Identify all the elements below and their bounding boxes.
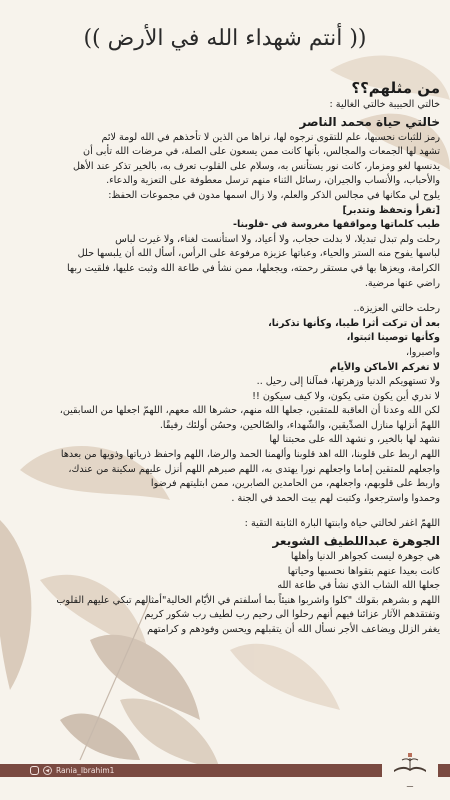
paragraph-line: يدنسها لغو ومزمار، كانت نور يستأنس به، وسلام على القلوب تعرف به، بالخير تذكر عند الأهل	[73, 160, 440, 172]
paragraph-line: واربط على قلوبهم، واجعلهم، من الحامدين الصابرين، ممن ابتليتهم فرضوا	[150, 478, 440, 490]
logo-lettering: ـــ	[406, 781, 414, 789]
paragraph-line: الكرامة، ويعزها بها في مستقر رحمته، ويجعلها، ممن نشأ في طاعة الله وثبت عليها، فلقيت ربها	[67, 262, 440, 274]
intro-line: رحلت خالتي العزيزة..	[353, 303, 440, 315]
brand-logo	[382, 752, 438, 792]
paragraph-line: لباسها يفوح منه الستر والحياء، وعباتها عزيزة مرفوعة على الرأس، أسأل الله أن يلبسها حلل	[77, 248, 440, 260]
paragraph-line: طيب كلماتها ومواقفها مغروسة في -قلوبنا-	[232, 219, 440, 231]
paragraph-line: وتفتقدهم الآثار عزائنا فيهم أنهم رحلوا الى رحيم رب لطيف رب شكور كريم	[144, 609, 440, 621]
paragraph-line: رمز للثبات نحسبها، علم للتقوى نرجوه لها، نراها من الذين لا تأخذهم في الله لومة لائم	[101, 131, 440, 143]
paragraph-line: جعلها الله الشاب الذي نشأ في طاعة الله	[277, 580, 440, 592]
handle-text: Rania_Ibrahim1	[56, 766, 115, 775]
paragraph-line: اللهم اربط على قلوبنا، الله اهد قلوبنا وألهمنا الحمد والرضا، اللهم واحفظ ذرياتها وذويها من بعدها	[60, 449, 440, 461]
verse-line: واصبروا،	[405, 346, 440, 358]
paragraph-line: وحمدوا واسترجعوا، وكتبت لهم بيت الحمد في الجنة .	[231, 492, 440, 504]
name-heading-1: خالتي حياة محمد الناصر	[299, 114, 440, 129]
paragraph-line: اللهمّ أنزلها منازل الصدِّيقين، والشّهداء، والصّالحين، وحسُن أولئك رفيقًا.	[159, 419, 440, 431]
paragraph-line: راضي عنها مرضية.	[364, 277, 440, 289]
group-name: [تقرأ وتحفظ وتتدبر]	[342, 204, 440, 216]
paragraph-line: لكن الله وعدنا أن العاقبة للمتقين، جعلها الله منهم، حشرها الله معهم، اللهمّ اجعلها من السابقين،	[59, 405, 440, 417]
intro-line: اللهمّ اغفر لخالتي حياة وابنتها البارة الثابتة التقية :	[244, 518, 440, 530]
instagram-icon	[30, 766, 39, 775]
paragraph-line: والأحباب، والأنساب والجيران، رسائل الثناء منهم ترسل معطوفة على التعزية والدعاء.	[106, 175, 440, 187]
social-handle[interactable]	[30, 764, 114, 777]
article-body	[14, 78, 440, 638]
verse-line: لا تغركم الأماكن والأيام	[329, 361, 440, 373]
paragraph-line: تشهد لها الجمعات والمجالس، بأنها كانت ممن يسعون على الصلة، في مرضات الله تأبى أن	[83, 146, 440, 158]
paragraph-line: يلوح لي مكانها في مجالس الذكر والعلم، ولا زال اسمها مدون في مجموعات الحفظ:	[108, 189, 440, 201]
paragraph-line: لا ندري أين يكون متى يكون، ولا كيف سيكون !!	[252, 390, 440, 402]
name-heading-2: الجوهرة عبداللطيف الشويعر	[272, 534, 440, 549]
paragraph-line: نشهد لها بالخير، و نشهد الله على محبتنا لها	[269, 434, 440, 446]
verse-line: وكأنها توصينا اثبتوا،	[346, 332, 440, 344]
page-title: (( أنتم شهداء الله في الأرض ))	[83, 26, 367, 51]
verse-line: بعد أن تركت أثرا طيبا، وكأنها تذكرنا،	[268, 317, 440, 329]
paragraph-line: كانت بعيدا عنهم بتقواها نحسبها وحياتها	[287, 565, 440, 577]
paragraph-line: رحلت ولم تبدل تبديلا، لا بدلت حجاب، ولا أعياد، ولا استأنست لغناء، ولا غيرت لباس	[115, 233, 440, 245]
open-book-icon	[390, 752, 430, 776]
paragraph-line: اللهم و بشرهم بقولك "كلوا واشربوا هنيئاً بما أسلفتم في الأيّام الخالية"أمثالهم تبكي عليهم القلوب	[56, 594, 440, 606]
article-heading: من مثلهم؟؟	[351, 79, 440, 97]
paragraph-line: ولا تستهويكم الدنيا وزهرتها، فمآلنا إلى رحيل ..	[256, 376, 440, 388]
telegram-icon	[43, 766, 52, 775]
intro-line: خالتي الحبيبة خالتي الغالية :	[329, 99, 440, 110]
paragraph-line: يغفر الزلل ويضاعف الأجر نسأل الله أن يتقبلهم ويحسن وفودهم و كرامتهم	[147, 624, 440, 635]
paragraph-line: واجعلهم للمتقين إماما واجعلهم نورا يهتدى به، اللهم صبرهم اللهم أنزل عليهم سكينة من عندك،	[68, 463, 440, 475]
paragraph-line: هي جوهرة ليست كجواهر الدنيا وأهلها	[290, 551, 440, 563]
